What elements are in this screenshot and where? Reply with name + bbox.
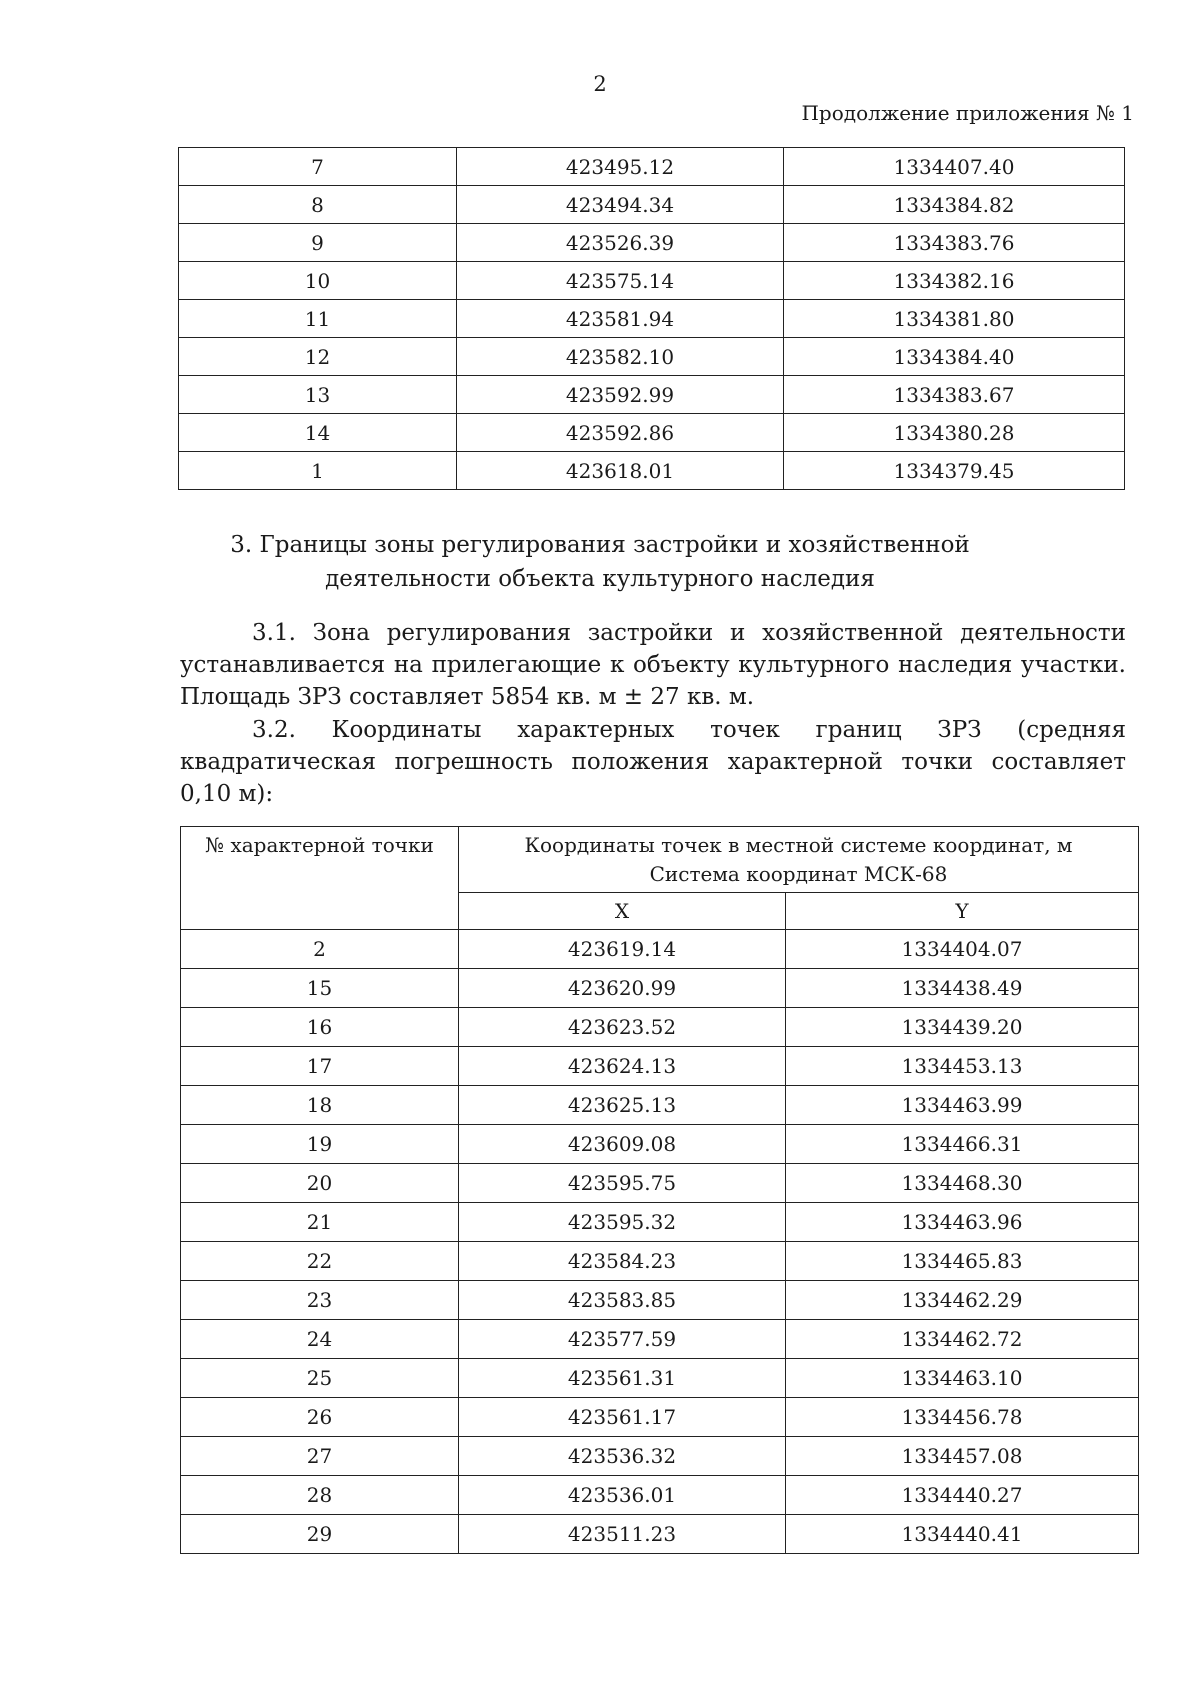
header-x: X bbox=[459, 893, 786, 930]
point-number-cell: 25 bbox=[181, 1359, 459, 1398]
y-coordinate-cell: 1334382.16 bbox=[784, 262, 1125, 300]
table-row bbox=[181, 1242, 1139, 1281]
paragraph-line: 3.1. Зона регулирования застройки и хозяйственной деятельности bbox=[252, 620, 1126, 646]
x-coordinate-cell: 423618.01 bbox=[457, 452, 784, 490]
point-number-cell: 16 bbox=[181, 1008, 459, 1047]
x-coordinate-cell: 423582.10 bbox=[457, 338, 784, 376]
y-coordinate-cell: 1334453.13 bbox=[786, 1047, 1139, 1086]
point-number-cell: 27 bbox=[181, 1437, 459, 1476]
header-y: Y bbox=[786, 893, 1139, 930]
coordinates-table-continued bbox=[178, 147, 1125, 490]
x-coordinate-cell: 423511.23 bbox=[459, 1515, 786, 1554]
table-row bbox=[181, 1008, 1139, 1047]
table-row bbox=[181, 1281, 1139, 1320]
heading-line: 3. Границы зоны регулирования застройки и хозяйственной bbox=[230, 532, 970, 558]
paragraph-line: квадратическая погрешность положения характерной точки составляет bbox=[180, 749, 1126, 775]
x-coordinate-cell: 423561.17 bbox=[459, 1398, 786, 1437]
point-number-cell: 9 bbox=[179, 224, 457, 262]
point-number-cell: 28 bbox=[181, 1476, 459, 1515]
y-coordinate-cell: 1334463.99 bbox=[786, 1086, 1139, 1125]
point-number-cell: 19 bbox=[181, 1125, 459, 1164]
x-coordinate-cell: 423494.34 bbox=[457, 186, 784, 224]
x-coordinate-cell: 423526.39 bbox=[457, 224, 784, 262]
y-coordinate-cell: 1334379.45 bbox=[784, 452, 1125, 490]
table-row bbox=[179, 262, 1125, 300]
table-row bbox=[181, 1476, 1139, 1515]
table-row bbox=[179, 338, 1125, 376]
x-coordinate-cell: 423584.23 bbox=[459, 1242, 786, 1281]
y-coordinate-cell: 1334465.83 bbox=[786, 1242, 1139, 1281]
y-coordinate-cell: 1334440.41 bbox=[786, 1515, 1139, 1554]
table-row bbox=[181, 1437, 1139, 1476]
y-coordinate-cell: 1334438.49 bbox=[786, 969, 1139, 1008]
x-coordinate-cell: 423561.31 bbox=[459, 1359, 786, 1398]
x-coordinate-cell: 423624.13 bbox=[459, 1047, 786, 1086]
point-number-cell: 24 bbox=[181, 1320, 459, 1359]
y-coordinate-cell: 1334463.96 bbox=[786, 1203, 1139, 1242]
table-row bbox=[181, 930, 1139, 969]
y-coordinate-cell: 1334457.08 bbox=[786, 1437, 1139, 1476]
x-coordinate-cell: 423536.32 bbox=[459, 1437, 786, 1476]
header-coordinates-line: Координаты точек в местной системе координат, м bbox=[524, 833, 1073, 857]
table-row bbox=[179, 148, 1125, 186]
y-coordinate-cell: 1334440.27 bbox=[786, 1476, 1139, 1515]
table-row bbox=[181, 1359, 1139, 1398]
y-coordinate-cell: 1334380.28 bbox=[784, 414, 1125, 452]
section-3-heading bbox=[0, 528, 1200, 596]
x-coordinate-cell: 423495.12 bbox=[457, 148, 784, 186]
y-coordinate-cell: 1334383.76 bbox=[784, 224, 1125, 262]
x-coordinate-cell: 423625.13 bbox=[459, 1086, 786, 1125]
point-number-cell: 8 bbox=[179, 186, 457, 224]
x-coordinate-cell: 423577.59 bbox=[459, 1320, 786, 1359]
y-coordinate-cell: 1334381.80 bbox=[784, 300, 1125, 338]
point-number-cell: 10 bbox=[179, 262, 457, 300]
point-number-cell: 20 bbox=[181, 1164, 459, 1203]
y-coordinate-cell: 1334404.07 bbox=[786, 930, 1139, 969]
point-number-cell: 7 bbox=[179, 148, 457, 186]
point-number-cell: 26 bbox=[181, 1398, 459, 1437]
point-number-cell: 13 bbox=[179, 376, 457, 414]
x-coordinate-cell: 423575.14 bbox=[457, 262, 784, 300]
y-coordinate-cell: 1334384.82 bbox=[784, 186, 1125, 224]
header-point-number: № характерной точки bbox=[181, 827, 459, 930]
table-row bbox=[179, 186, 1125, 224]
table-row bbox=[181, 969, 1139, 1008]
x-coordinate-cell: 423619.14 bbox=[459, 930, 786, 969]
y-coordinate-cell: 1334466.31 bbox=[786, 1125, 1139, 1164]
continuation-label: Продолжение приложения № 1 bbox=[801, 101, 1134, 125]
y-coordinate-cell: 1334462.29 bbox=[786, 1281, 1139, 1320]
x-coordinate-cell: 423609.08 bbox=[459, 1125, 786, 1164]
paragraph-3-2 bbox=[180, 714, 1126, 810]
x-coordinate-cell: 423581.94 bbox=[457, 300, 784, 338]
y-coordinate-cell: 1334407.40 bbox=[784, 148, 1125, 186]
x-coordinate-cell: 423595.32 bbox=[459, 1203, 786, 1242]
x-coordinate-cell: 423592.86 bbox=[457, 414, 784, 452]
x-coordinate-cell: 423595.75 bbox=[459, 1164, 786, 1203]
table-row bbox=[179, 300, 1125, 338]
table-row bbox=[181, 1320, 1139, 1359]
table-row bbox=[181, 1086, 1139, 1125]
zrz-coordinates-table bbox=[180, 826, 1139, 1554]
y-coordinate-cell: 1334384.40 bbox=[784, 338, 1125, 376]
point-number-cell: 12 bbox=[179, 338, 457, 376]
paragraph-line: устанавливается на прилегающие к объекту культурного наследия участки. bbox=[180, 652, 1126, 678]
x-coordinate-cell: 423583.85 bbox=[459, 1281, 786, 1320]
table-row bbox=[179, 224, 1125, 262]
paragraph-line: 0,10 м): bbox=[180, 781, 274, 807]
table-row bbox=[181, 1047, 1139, 1086]
paragraph-3-1 bbox=[180, 617, 1126, 713]
x-coordinate-cell: 423536.01 bbox=[459, 1476, 786, 1515]
y-coordinate-cell: 1334462.72 bbox=[786, 1320, 1139, 1359]
point-number-cell: 2 bbox=[181, 930, 459, 969]
table-row bbox=[181, 1125, 1139, 1164]
point-number-cell: 18 bbox=[181, 1086, 459, 1125]
point-number-cell: 29 bbox=[181, 1515, 459, 1554]
paragraph-line: 3.2. Координаты характерных точек границ ЗРЗ (средняя bbox=[252, 717, 1126, 743]
point-number-cell: 23 bbox=[181, 1281, 459, 1320]
point-number-cell: 15 bbox=[181, 969, 459, 1008]
table-row bbox=[179, 414, 1125, 452]
point-number-cell: 11 bbox=[179, 300, 457, 338]
x-coordinate-cell: 423623.52 bbox=[459, 1008, 786, 1047]
x-coordinate-cell: 423620.99 bbox=[459, 969, 786, 1008]
y-coordinate-cell: 1334463.10 bbox=[786, 1359, 1139, 1398]
table-row bbox=[181, 1164, 1139, 1203]
table-row bbox=[181, 1203, 1139, 1242]
heading-line: деятельности объекта культурного наследия bbox=[325, 566, 875, 592]
x-coordinate-cell: 423592.99 bbox=[457, 376, 784, 414]
point-number-cell: 22 bbox=[181, 1242, 459, 1281]
y-coordinate-cell: 1334383.67 bbox=[784, 376, 1125, 414]
y-coordinate-cell: 1334468.30 bbox=[786, 1164, 1139, 1203]
point-number-cell: 14 bbox=[179, 414, 457, 452]
header-coordinates bbox=[459, 827, 1139, 893]
point-number-cell: 1 bbox=[179, 452, 457, 490]
point-number-cell: 21 bbox=[181, 1203, 459, 1242]
table-row bbox=[179, 452, 1125, 490]
y-coordinate-cell: 1334439.20 bbox=[786, 1008, 1139, 1047]
point-number-cell: 17 bbox=[181, 1047, 459, 1086]
y-coordinate-cell: 1334456.78 bbox=[786, 1398, 1139, 1437]
table-row bbox=[181, 1515, 1139, 1554]
paragraph-line: Площадь ЗРЗ составляет 5854 кв. м ± 27 кв. м. bbox=[180, 684, 755, 710]
header-coordinates-line: Система координат МСК-68 bbox=[649, 862, 948, 886]
page-number: 2 bbox=[593, 72, 607, 96]
table-row bbox=[179, 376, 1125, 414]
table-row bbox=[181, 1398, 1139, 1437]
